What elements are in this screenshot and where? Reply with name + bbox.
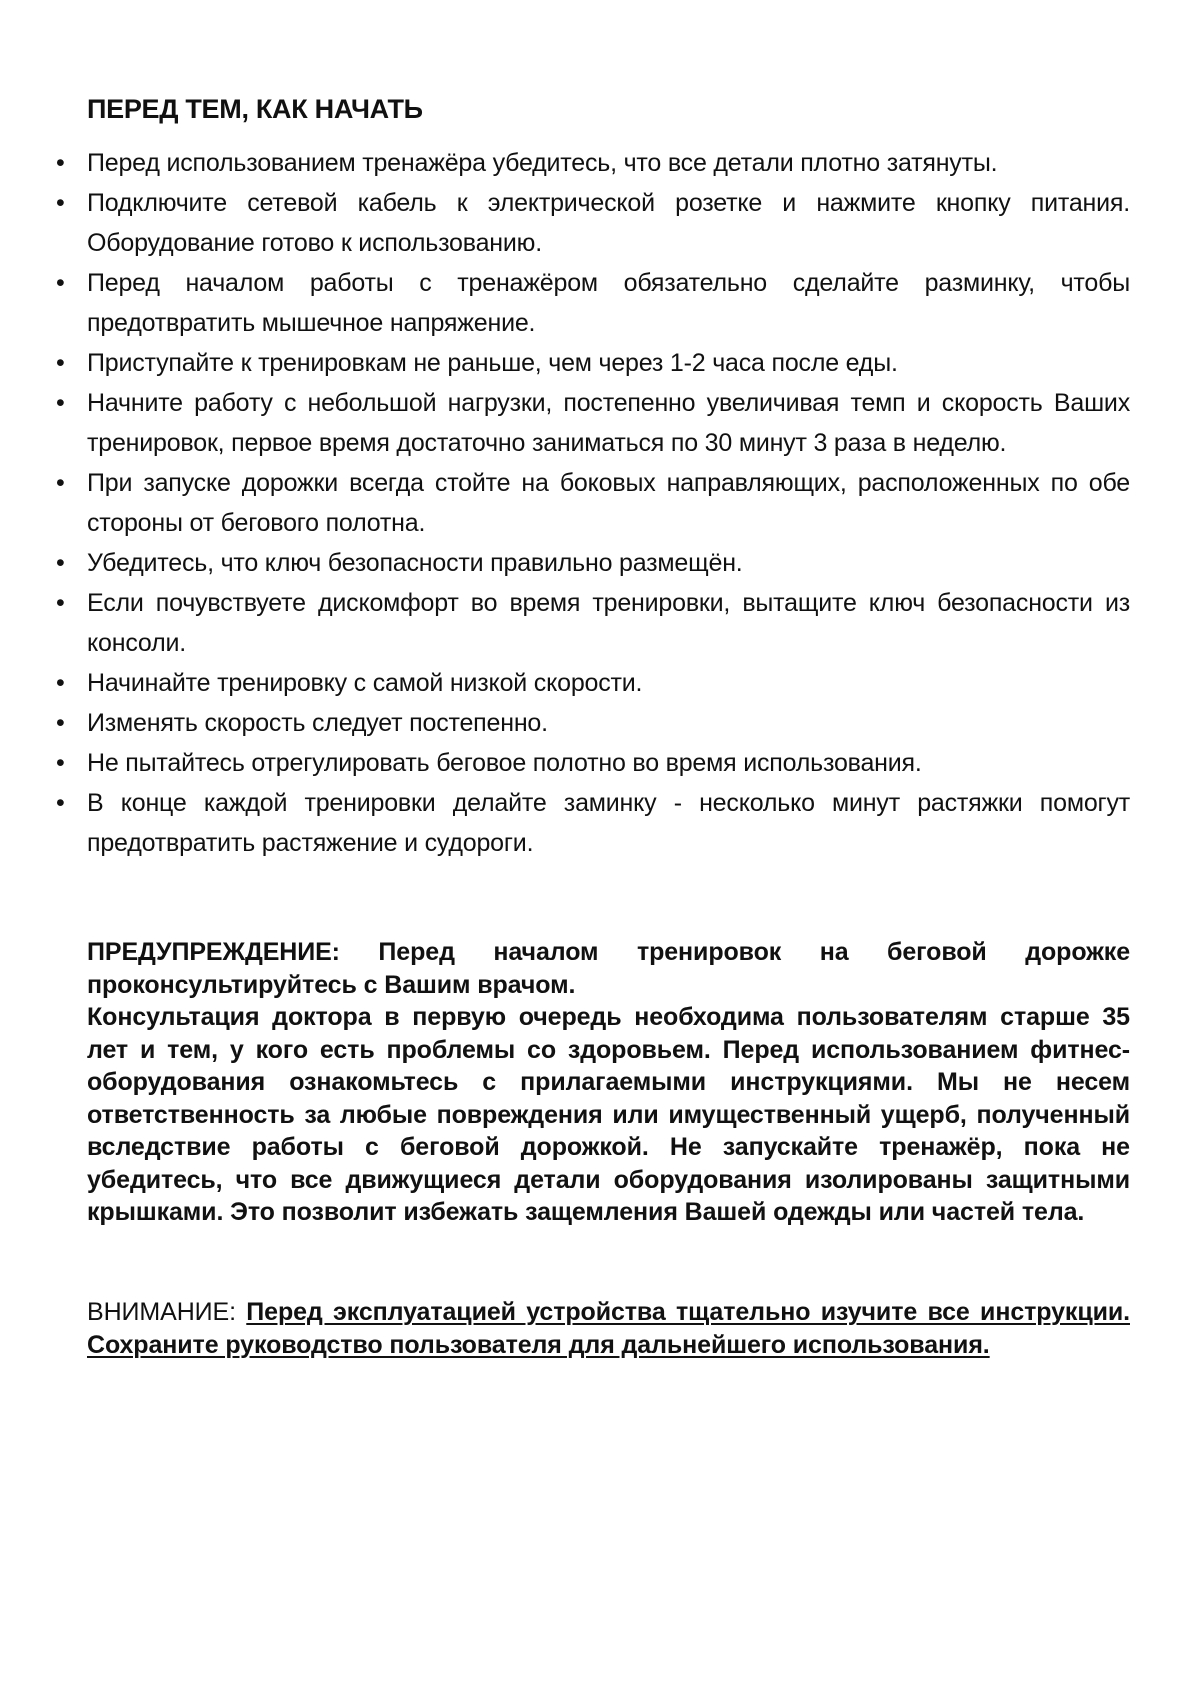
list-item [54, 783, 1130, 863]
list-item-text: Убедитесь, что ключ безопасности правильно размещён. [87, 549, 743, 577]
warning-block [87, 936, 1130, 1229]
list-item [54, 263, 1130, 343]
list-item [54, 463, 1130, 543]
bullet-icon: • [56, 189, 65, 217]
list-item-text: Не пытайтесь отрегулировать беговое полотно во время использования. [87, 749, 922, 777]
list-item [54, 703, 1130, 743]
list-item-text: При запуске дорожки всегда стойте на боковых направляющих, расположенных по обе стороны от бегового полотна. [87, 469, 1130, 537]
bullet-icon: • [56, 749, 65, 777]
bullet-icon: • [56, 669, 65, 697]
list-item [54, 663, 1130, 703]
bullet-icon: • [56, 389, 65, 417]
list-item [54, 743, 1130, 783]
list-item-text: Изменять скорость следует постепенно. [87, 709, 548, 737]
bullet-icon: • [56, 469, 65, 497]
warning-heading: ПРЕДУПРЕЖДЕНИЕ: Перед началом тренировок на беговой дорожке проконсультируйтесь с Вашим врачом. [87, 938, 1130, 999]
list-item [54, 383, 1130, 463]
list-item [54, 343, 1130, 383]
list-item [54, 543, 1130, 583]
bullet-icon: • [56, 589, 65, 617]
list-item-text: Начинайте тренировку с самой низкой скорости. [87, 669, 643, 697]
bullet-icon: • [56, 349, 65, 377]
list-item-text: Перед началом работы с тренажёром обязательно сделайте разминку, чтобы предотвратить мышечное напряжение. [87, 269, 1130, 337]
bullet-icon: • [56, 789, 65, 817]
bullet-icon: • [56, 149, 65, 177]
list-item-text: Приступайте к тренировкам не раньше, чем через 1-2 часа после еды. [87, 349, 898, 377]
list-item-text: Подключите сетевой кабель к электрической розетке и нажмите кнопку питания. Оборудование готово к использованию. [87, 189, 1130, 257]
list-item [54, 583, 1130, 663]
list-item [54, 183, 1130, 263]
list-item-text: В конце каждой тренировки делайте заминку - несколько минут растяжки помогут предотвратить растяжение и судороги. [87, 789, 1130, 857]
list-item-text: Начните работу с небольшой нагрузки, постепенно увеличивая темп и скорость Ваших тренировок, первое время достаточно заниматься по 30 минут 3 раза в неделю. [87, 389, 1130, 457]
attention-body: Перед эксплуатацией устройства тщательно изучите все инструкции. Сохраните руководство пользователя для дальнейшего использования. [87, 1298, 1130, 1359]
attention-block [87, 1296, 1130, 1361]
bullet-icon: • [56, 709, 65, 737]
bullet-icon: • [56, 549, 65, 577]
bullet-icon: • [56, 269, 65, 297]
warning-body: Консультация доктора в первую очередь необходима пользователям старше 35 лет и тем, у кого есть проблемы со здоровьем. Перед использованием фитнес-оборудования ознакомьтесь с прилагаемыми инструкциями. Мы не несем ответственность за любые повреждения или имущественный ущерб, полученный вследствие работы с беговой дорожкой. Не запускайте тренажёр, пока не убедитесь, что все движущиеся детали оборудования изолированы защитными крышками. Это позволит избежать защемления Вашей одежды или частей тела. [87, 1003, 1130, 1226]
page-title: ПЕРЕД ТЕМ, КАК НАЧАТЬ [87, 94, 423, 124]
list-item-text: Если почувствуете дискомфорт во время тренировки, вытащите ключ безопасности из консоли. [87, 589, 1130, 657]
attention-label: ВНИМАНИЕ: [87, 1298, 236, 1326]
instructions-list [54, 143, 1130, 863]
list-item [54, 143, 1130, 183]
list-item-text: Перед использованием тренажёра убедитесь, что все детали плотно затянуты. [87, 149, 998, 177]
